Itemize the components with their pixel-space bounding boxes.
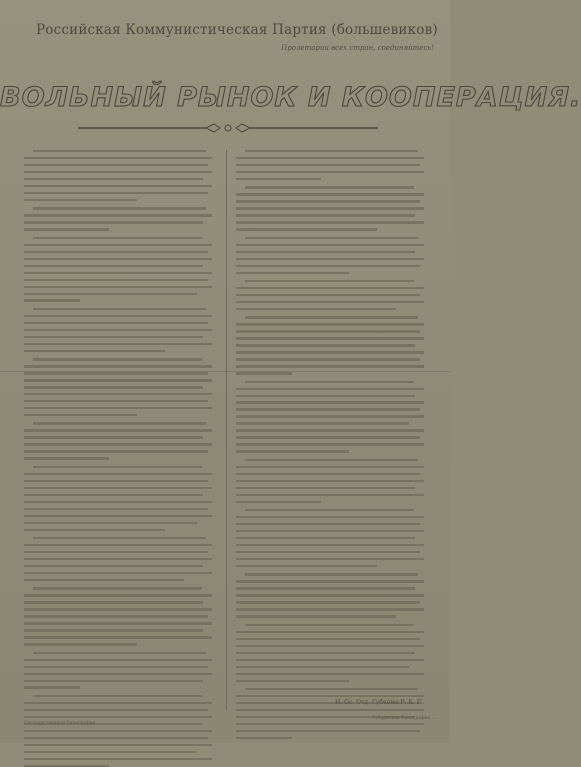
right-column-text bbox=[236, 150, 424, 695]
left-column-text bbox=[24, 150, 212, 695]
printer-imprint-right: Губернская Типография ... bbox=[372, 716, 436, 721]
fold-crease bbox=[0, 371, 450, 372]
party-name-header: Российская Коммунистическая Партия (большевиков) bbox=[36, 22, 438, 38]
title-ornament bbox=[78, 122, 378, 134]
slogan: Пролетарии всех стран, соединяйтесь! bbox=[281, 44, 434, 52]
column-divider bbox=[226, 150, 227, 710]
printer-imprint-left: Государственная Типография bbox=[24, 721, 96, 726]
poster-title: ВОЛЬНЫЙ РЫНОК И КООПЕРАЦИЯ. bbox=[0, 82, 581, 113]
signature: Н. Ос. Отд. Губкома Р. К. П. bbox=[335, 699, 424, 706]
